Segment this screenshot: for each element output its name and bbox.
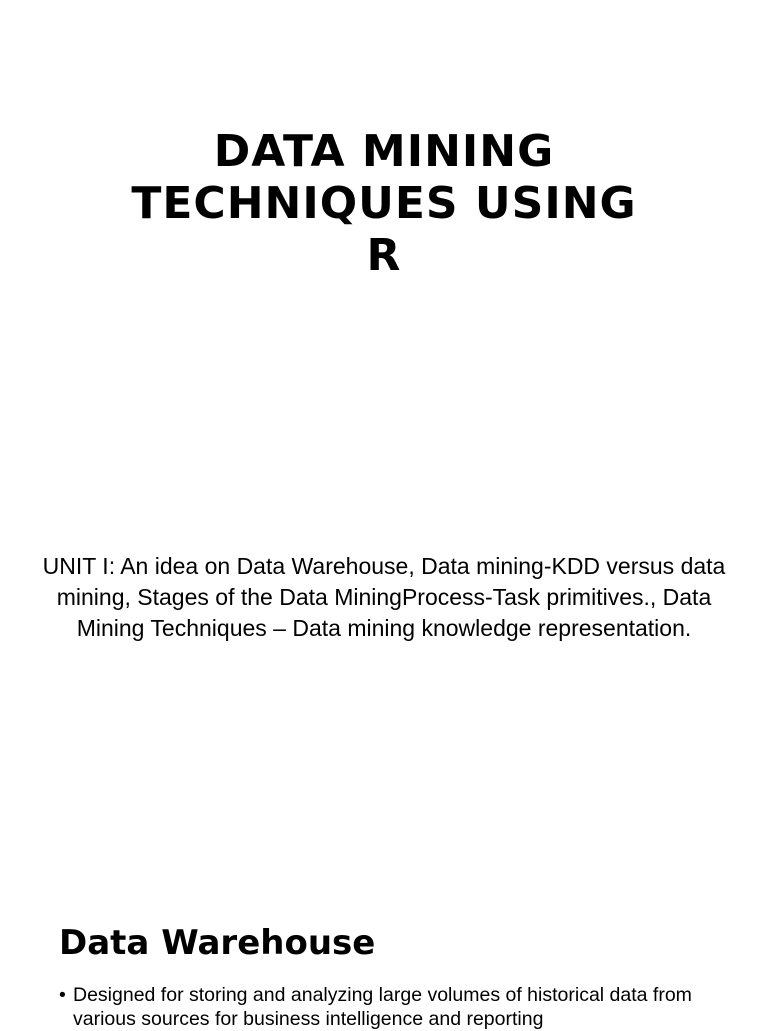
title-line-1: DATA MINING [213, 126, 555, 177]
slide-subtitle: UNIT I: An idea on Data Warehouse, Data mining-KDD versus data mining, Stages of the Data MiningProcess-Task primitives., Data Mining Techniques – Data mining knowledge representation. [42, 553, 726, 641]
title-line-2: TECHNIQUES USING [131, 178, 637, 229]
bullet-marker: • [59, 984, 66, 1006]
title-line-3: R [366, 230, 402, 281]
section-heading: Data Warehouse [59, 923, 376, 963]
slide-title [60, 126, 708, 282]
bullet-text: Designed for storing and analyzing large volumes of historical data from various sources for business intelligence and reporting [73, 984, 692, 1030]
